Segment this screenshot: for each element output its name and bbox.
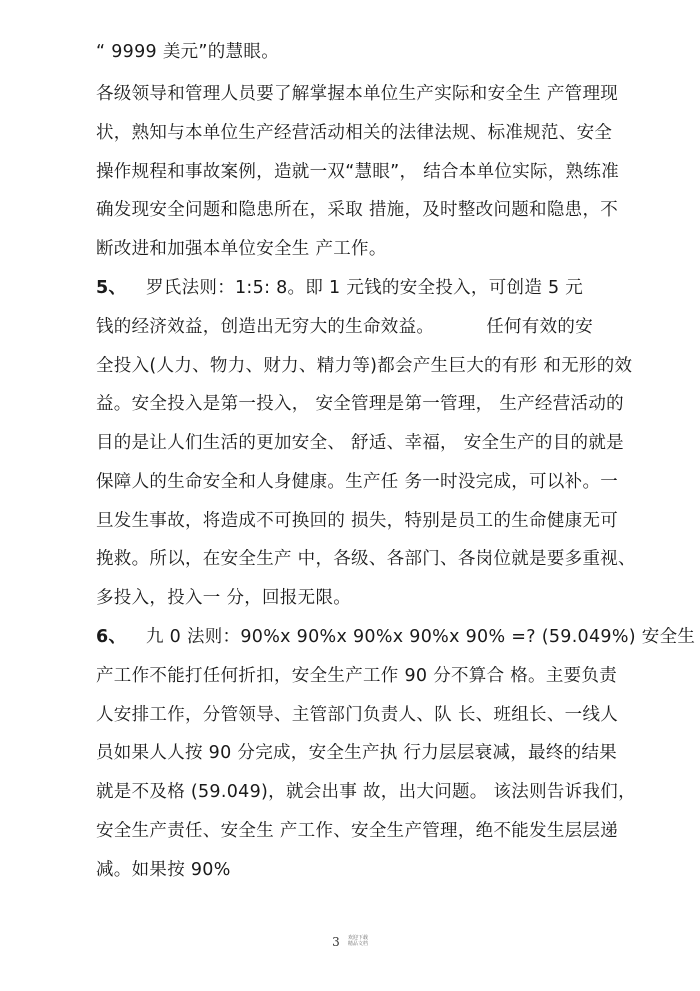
- footer-note: [348, 935, 368, 947]
- paragraph-line: 钱的经济效益，创造出无穷大的生命效益。: [96, 317, 435, 337]
- footer-note-line: 精品文档: [347, 941, 368, 947]
- paragraph-line-split: [96, 315, 593, 339]
- paragraph-line: 九 0 法则：90%x 90%x 90%x 90%x 90% =? (59.049%) 安全生: [146, 627, 696, 647]
- paragraph-line: 员如果人人按 90 分完成，安全生产执 行力层层衰减，最终的结果: [96, 743, 618, 763]
- paragraph-line: 各级领导和管理人员要了解掌握本单位生产实际和安全生 产管理现: [96, 84, 619, 104]
- paragraph-line: 罗氏法则：1:5: 8。即 1 元钱的安全投入，可创造 5 元: [146, 278, 584, 298]
- item-number: 6、: [96, 627, 127, 647]
- paragraph-line: 全投入(人力、物力、财力、精力等)都会产生巨大的有形 和无形的效: [96, 356, 633, 376]
- paragraph-line: 安全生产责任、安全生 产工作、安全生产管理，绝不能发生层层递: [96, 821, 619, 841]
- paragraph-line: 减。如果按 90%: [96, 860, 231, 880]
- paragraph-line: “ 9999 美元”的慧眼。: [96, 42, 279, 62]
- paragraph-line: 多投入，投入一 分，回报无限。: [96, 588, 352, 608]
- paragraph-line: 益。安全投入是第一投入， 安全管理是第一管理， 生产经营活动的: [96, 394, 624, 414]
- paragraph-line: 操作规程和事故案例，造就一双“慧眼”， 结合本单位实际，熟练准: [96, 162, 619, 182]
- page-footer: [0, 935, 700, 954]
- paragraph-line: 确发现安全问题和隐患所在，采取 措施，及时整改问题和隐患，不: [96, 200, 619, 220]
- paragraph-line: 人安排工作，分管领导、主管部门负责人、队 长、班组长、一线人: [96, 705, 619, 725]
- page-number: 3: [332, 935, 340, 949]
- paragraph-line: 就是不及格 (59.049)，就会出事 故，出大问题。 该法则告诉我们，: [96, 782, 636, 802]
- paragraph-line: 产工作不能打任何折扣，安全生产工作 90 分不算合 格。主要负责: [96, 666, 618, 686]
- list-item-6: [96, 625, 695, 649]
- paragraph-line: 断改进和加强本单位安全生 产工作。: [96, 239, 387, 259]
- footer-note-line: 欢迎下载: [347, 935, 368, 941]
- paragraph-line: 状，熟知与本单位生产经营活动相关的法律法规、标准规范、安全: [96, 123, 613, 143]
- item-number: 5、: [96, 278, 127, 298]
- list-item-5: [96, 276, 583, 300]
- paragraph-line: 保障人的生命安全和人身健康。生产任 务一时没完成，可以补。一: [96, 472, 619, 492]
- paragraph-line: 旦发生事故，将造成不可换回的 损失，特别是员工的生命健康无可: [96, 511, 619, 531]
- paragraph-line: 挽救。所以，在安全生产 中，各级、各部门、各岗位就是要多重视、: [96, 549, 636, 569]
- paragraph-line: 任何有效的安: [486, 317, 594, 337]
- paragraph-line: 目的是让人们生活的更加安全、 舒适、幸福， 安全生产的目的就是: [96, 433, 624, 453]
